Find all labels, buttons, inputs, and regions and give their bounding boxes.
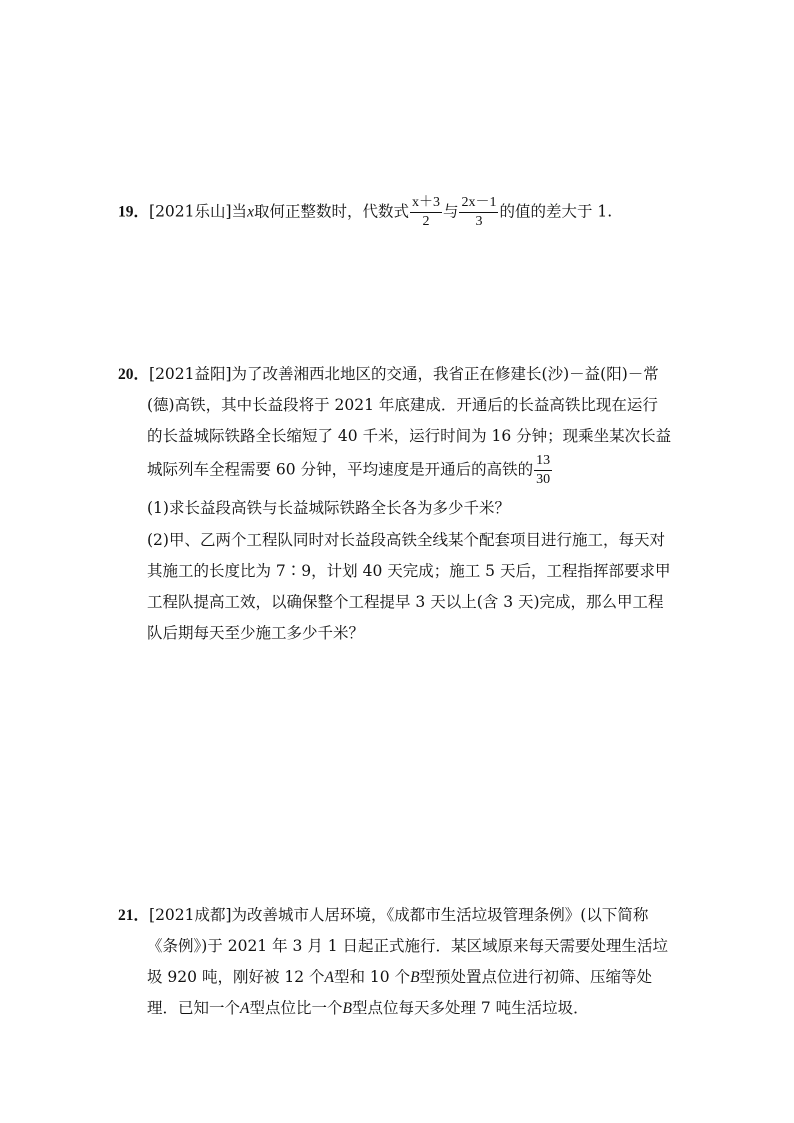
variable: B <box>410 969 420 986</box>
question-number: 19． <box>118 203 150 221</box>
variable: A <box>324 969 334 986</box>
fraction <box>410 194 442 231</box>
question-text: 理．已知一个 <box>147 999 241 1017</box>
question-text: 型点位比一个 <box>249 999 343 1017</box>
question-20-part-2-line-1: (2)甲、乙两个工程队同时对长益段高铁全线某个配套项目进行施工，每天对 <box>147 531 665 549</box>
question-number: 20． <box>118 366 150 383</box>
question-21-line-2: 《条例》)于 2021 年 3 月 1 日起正式施行．某区域原来每天需要处理生活垃 <box>147 937 669 955</box>
fraction <box>534 452 552 489</box>
question-text: 取何正整数时，代数式 <box>253 202 409 221</box>
denominator: 30 <box>536 472 551 487</box>
question-number: 21． <box>118 907 150 924</box>
question-20-part-2-line-4: 队后期每天至少施工多少千米？ <box>147 624 365 642</box>
question-text: 圾 920 吨，刚好被 12 个 <box>147 968 325 986</box>
question-source: [2021乐山]当 <box>149 202 248 221</box>
fraction <box>459 194 498 231</box>
question-21-line-1 <box>118 903 648 925</box>
question-text: 型点位每天多处理 7 吨生活垃圾． <box>351 999 589 1017</box>
question-20-part-1: (1)求长益段高铁与长益城际铁路全长各为多少千米？ <box>147 499 510 517</box>
denominator: 2 <box>422 214 430 229</box>
question-21-line-3 <box>147 965 652 987</box>
question-text: 城际列车全程需要 60 分钟，平均速度是开通后的高铁的 <box>147 460 534 479</box>
numerator: 13 <box>534 452 552 471</box>
question-19-line <box>118 194 612 231</box>
question-text: 型预处置点位进行初筛、压缩等处 <box>419 968 653 986</box>
numerator: x＋3 <box>410 194 442 213</box>
variable: B <box>342 1000 352 1017</box>
question-text: [2021益阳]为了改善湘西北地区的交通，我省正在修建长(沙)－益(阳)－常 <box>149 365 659 383</box>
question-text: 的值的差大于 1. <box>499 202 613 221</box>
variable: A <box>240 1000 250 1017</box>
question-20-line-3: 的长益城际铁路全长缩短了 40 千米，运行时间为 16 分钟；现乘坐某次长益 <box>147 427 672 445</box>
question-20-part-2-line-3: 工程队提高工效，以确保整个工程提早 3 天以上(含 3 天)完成，那么甲工程 <box>147 593 664 611</box>
question-text: 型和 10 个 <box>334 968 411 986</box>
question-21-line-4 <box>147 996 589 1018</box>
denominator: 3 <box>475 214 483 229</box>
question-text: [2021成都]为改善城市人居环境，《成都市生活垃圾管理条例》(以下简称 <box>149 906 649 924</box>
numerator: 2x－1 <box>459 194 498 213</box>
question-20-part-2-line-2: 其施工的长度比为 7∶9，计划 40 天完成；施工 5 天后，工程指挥部要求甲 <box>147 562 671 580</box>
question-text: 与 <box>442 202 459 221</box>
variable: x <box>247 203 254 221</box>
question-20-line-1 <box>118 362 659 384</box>
question-20-line-4 <box>147 452 553 489</box>
question-20-line-2: (德)高铁，其中长益段将于 2021 年底建成．开通后的长益高铁比现在运行 <box>147 396 658 414</box>
